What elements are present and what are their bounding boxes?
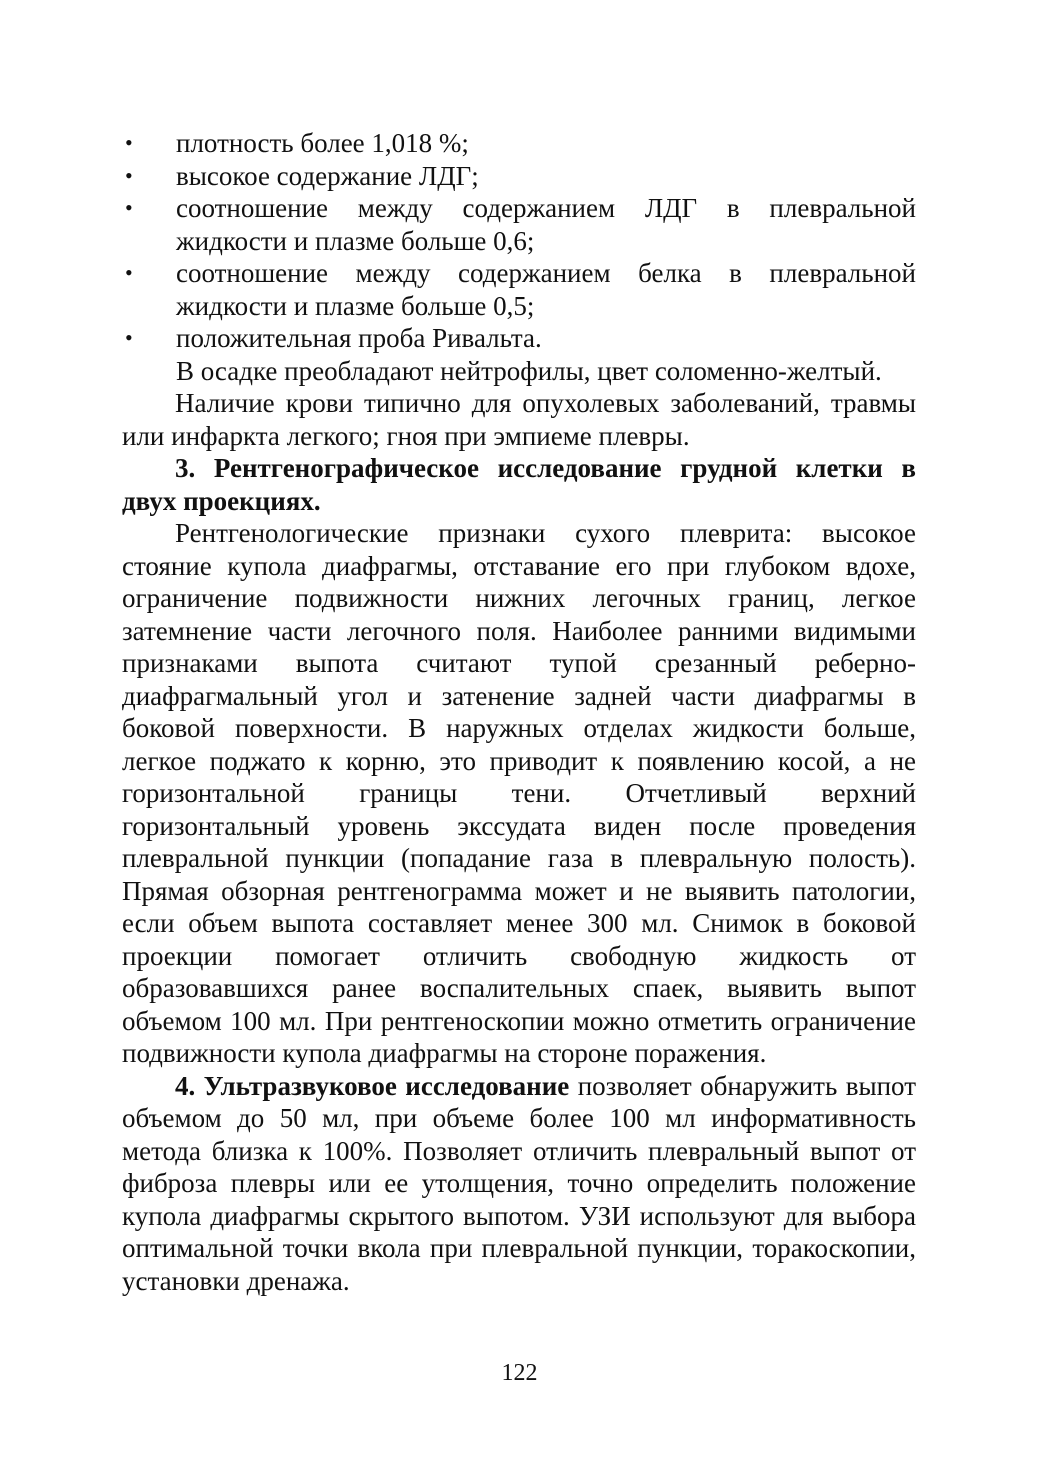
ultrasound-text: позволяет обнаружить выпот объемом до 50 мл, при объеме более 100 мл информативность метода близка к 100%. Позволяет отличить плевральный выпот от фиброза плевры или ее утолщения, точно определить положение купола диафрагмы скрытого выпотом. УЗИ используют для выбора оптимальной точки вкола при плевральной пункции, торакоскопии, установки дренажа. [122,1070,916,1296]
xray-section-heading: 3. Рентгенографическое исследование грудной клетки в двух проекциях. [122,453,916,516]
list-item-text: плотность более 1,018 %; [176,128,469,158]
list-item [122,322,916,355]
list-item-text: высокое содержание ЛДГ; [176,160,479,191]
bullet-icon: • [125,162,133,188]
list-item [122,192,916,257]
page-number: 122 [501,1360,538,1386]
bullet-icon: • [125,195,133,220]
ultrasound-paragraph [122,1070,916,1298]
bullet-icon: • [125,260,133,285]
xray-paragraph: Рентгенологические признаки сухого плеврита: высокое стояние купола диафрагмы, отставание его при глубоком вдохе, ограничение подвижности нижних легочных границ, легкое затемнение части легочного поля. Наиболее ранними видимыми признаками выпота считают тупой срезанный реберно-диафрагмальный угол и затенение задней части диафрагмы в боковой поверхности. В наружных отделах жидкости больше, легкое поджато к корню, это приводит к появлению косой, а не горизонтальной границы тени. Отчетливый верхний горизонтальный уровень экссудата виден после проведения плевральной пункции (попадание газа в плевральную полость). Прямая обзорная рентгенограмма может и не выявить патологии, если объем выпота составляет менее 300 мл. Снимок в боковой проекции помогает отличить свободную жидкость от образовавшихся ранее воспалительных спаек, выявить выпот объемом 100 мл. При рентгеноскопии можно отметить ограничение подвижности купола диафрагмы на стороне поражения. [122,518,916,1068]
criteria-list [122,127,916,355]
list-item [122,257,916,322]
list-item [122,127,916,160]
bullet-icon: • [125,325,133,350]
list-item-text: соотношение между содержанием ЛДГ в плевральной жидкости и плазме больше 0,6; [176,193,916,256]
page-content [122,127,916,1297]
sediment-paragraph: В осадке преобладают нейтрофилы, цвет соломенно-желтый. [176,355,882,386]
ultrasound-heading: 4. Ультразвуковое исследование [175,1070,570,1101]
list-item [122,160,916,193]
blood-paragraph: Наличие крови типично для опухолевых заболеваний, травмы или инфаркта легкого; гноя при эмпиеме плевры. [122,388,916,451]
list-item-text: соотношение между содержанием белка в плевральной жидкости и плазме больше 0,5; [176,258,916,321]
list-item-text: положительная проба Ривальта. [176,323,542,353]
bullet-icon: • [125,130,133,155]
